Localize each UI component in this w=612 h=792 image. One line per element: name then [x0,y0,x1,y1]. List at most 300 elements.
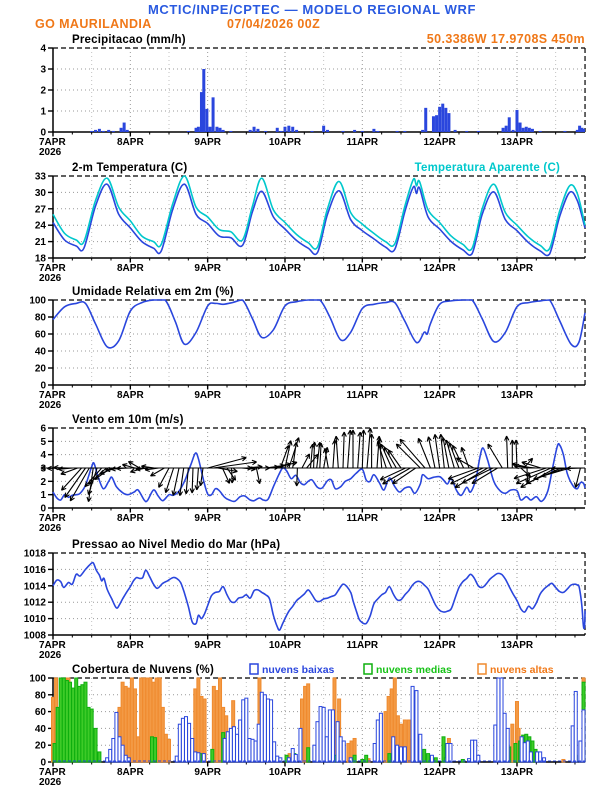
humidity-y-tick-label: 100 [29,295,46,307]
cloud-bar [98,752,101,762]
cloud-bar [200,696,203,762]
cloud-bar [236,734,239,762]
cloud-bar [78,686,81,762]
cloud-bar [379,713,382,762]
run-datetime-label: 07/04/2026 00Z [227,17,321,31]
humidity-line-0 [53,300,585,348]
precip-bar [465,131,468,132]
clouds-x-tick-label: 8APR [116,767,144,778]
wind-arrow [505,436,509,468]
humidity-panel [29,296,585,412]
cloud-bar [316,722,319,762]
cloud-bar [130,678,133,762]
precip-bar [372,129,375,132]
cloud-bar [511,724,514,762]
wind-arrow [116,466,130,470]
cloud-bar [194,752,197,762]
precip-bar [539,131,542,132]
precip-y-tick-label: 2 [40,85,46,97]
cloud-bar [423,749,426,762]
cloud-bar [203,699,206,762]
wind-arrows [41,428,585,502]
humidity-y-axis [29,296,53,392]
cloud-bar [248,738,251,762]
cloud-bar [384,712,387,762]
humidity-x-tick-label: 13APR [500,390,534,401]
wind-arrow [369,434,373,468]
cloud-bar [319,707,322,762]
cloud-bar [574,691,577,762]
cloud-bar [313,745,316,762]
precip-y-tick-label: 3 [40,64,46,76]
pressure-grid [53,553,585,635]
cloud-bar [81,685,84,762]
wind-x-tick-label: 11APR [346,513,379,524]
cloud-bar [539,752,542,762]
cloud-bar [140,678,143,762]
precip-bar [256,129,259,132]
precip-bar [396,131,399,132]
precip-bar [421,130,424,132]
clouds-panel [29,674,585,789]
precip-bar [444,108,447,132]
precip-bar [508,117,511,132]
precip-x-tick-label: 12APR [423,137,456,148]
cloud-bar [339,737,342,762]
precip-x-tick-label: 9APR [194,137,222,148]
cloud-bar [150,737,153,762]
humidity-x-tick-label: 12APR [423,390,456,401]
humidity-frame [53,300,585,385]
wind-x-tick-label: 13APR [500,513,534,524]
temp-x-tick-label: 9APR [194,263,222,274]
wind-arrow [351,430,355,468]
pressure-panel-title: Pressao ao Nivel Medio do Mar (hPa) [72,539,281,551]
precip-bar [187,131,190,132]
cloud-bar [109,749,112,762]
precip-bar [502,128,505,132]
temp-x-tick-label: 12APR [423,263,456,274]
precip-x-tick-label: 7APR [39,137,66,148]
legend-label-altas: nuvens altas [490,664,554,676]
cloud-bar [112,738,115,762]
precip-bar [208,127,211,132]
temp-x-tick-label: 13APR [500,263,534,274]
precip-bar [311,131,314,132]
precip-x-tick-label: 8APR [116,137,144,148]
cloud-bar [520,737,523,762]
clouds-x-tick-label: 9APR [194,767,222,778]
cloud-bar [526,741,529,762]
cloud-bar [299,728,302,762]
clouds-legend [250,664,554,676]
clouds-x-tick-label: 12APR [423,767,456,778]
cloud-bar [392,737,395,762]
precip-bar [229,131,232,132]
precip-bar [98,129,101,132]
temp-line-1 [53,176,585,251]
cloud-bar [579,741,582,762]
cloud-bar [387,696,390,762]
pressure-x-tick-label: 8APR [116,640,144,651]
temp-x-tick-label: 8APR [116,263,144,274]
clouds-y-tick-label: 80 [34,690,46,702]
wind-x-tick-label: 8APR [116,513,144,524]
cloud-bar [65,681,68,762]
temp-year-label: 2026 [39,273,62,284]
pressure-y-tick-label: 1012 [23,597,46,609]
cloud-bar [161,707,164,762]
precip-bars [90,69,585,132]
precip-year-label: 2026 [39,147,62,158]
cloud-bar [396,745,399,762]
wind-arrow [400,439,425,468]
precip-bar [253,127,256,132]
cloud-bar [471,740,474,762]
precip-x-tick-label: 10APR [268,137,302,148]
legend-swatch-medias-icon [364,664,372,674]
precip-bar [519,123,522,132]
cloud-bar [494,725,497,762]
temp-aparente-title: Temperatura Aparente (C) [414,162,560,174]
wind-arrow [358,432,362,468]
cloud-bar [194,689,197,762]
cloud-bar [266,699,269,762]
clouds-x-tick-label: 10APR [268,767,302,778]
precip-bar [202,69,205,132]
precip-bar [531,129,534,132]
precip-bar [515,110,518,132]
cloud-bar [419,734,422,762]
precip-bar [432,116,435,132]
pressure-x-tick-label: 12APR [423,640,456,651]
temp-panel-title: 2-m Temperatura (C) [72,162,188,174]
clouds-y-tick-label: 0 [40,757,46,769]
precip-bar [249,130,252,132]
precip-bar [403,131,406,132]
pressure-frame [53,553,585,635]
wind-arrow [542,468,571,477]
precip-x-axis [39,132,575,158]
wind-x-tick-label: 12APR [423,513,456,524]
clouds-y-tick-label: 40 [34,723,46,735]
cloud-bar [373,744,376,762]
precip-bar [438,107,441,132]
wind-x-tick-label: 10APR [268,513,302,524]
cloud-bar [84,682,87,762]
cloud-bar [376,720,379,762]
legend-label-baixas: nuvens baixas [262,664,335,676]
wind-arrow [418,438,430,468]
cloud-bar [342,741,345,762]
clouds-y-axis [29,674,53,769]
cloud-bar [307,748,310,762]
pressure-x-tick-label: 9APR [194,640,222,651]
wind-arrow [348,430,353,468]
wind-y-tick-label: 2 [40,476,46,488]
temp-y-tick-label: 24 [34,220,46,232]
cloud-bar [407,720,410,762]
wind-y-tick-label: 0 [40,503,46,515]
precip-bar [322,126,325,132]
cloud-bar [158,678,161,762]
precip-bar [522,128,525,132]
humidity-y-tick-label: 0 [40,380,46,392]
precip-x-tick-label: 11APR [346,137,379,148]
cloud-bar [474,740,477,762]
temp-x-tick-label: 7APR [39,263,66,274]
precip-bar [326,130,329,132]
cloud-bar [232,727,235,762]
cloud-bar [127,688,130,762]
wind-arrow [295,468,299,486]
precip-y-tick-label: 4 [40,43,46,55]
cloud-bar [59,678,62,762]
wind-y-tick-label: 3 [40,463,46,475]
precip-bar [435,115,438,132]
pressure-panel [24,549,585,662]
precip-bar [441,104,444,132]
humidity-x-tick-label: 8APR [116,390,144,401]
cloud-bar [245,698,248,762]
legend-swatch-baixas-icon [250,664,258,674]
wind-year-label: 2026 [39,523,62,534]
cloud-bar [56,707,59,762]
precip-bar [219,128,222,132]
pressure-y-axis [24,549,53,642]
wind-arrow [319,443,323,468]
temp-y-tick-label: 27 [34,204,46,216]
cloud-bar [446,744,449,762]
cloud-bar [178,724,181,762]
pressure-y-tick-label: 1008 [23,630,46,642]
wind-arrow [190,468,194,493]
temp-y-tick-label: 33 [34,171,46,183]
temp-panel [35,172,585,285]
temp-x-tick-label: 11APR [346,263,379,274]
precip-bar [424,108,427,132]
precip-bar [102,131,105,132]
precip-bar [525,127,528,132]
humidity-y-tick-label: 40 [34,346,46,358]
cloud-bar [523,743,526,762]
cloud-bar [331,710,334,762]
humidity-x-tick-label: 10APR [268,390,302,401]
pressure-y-tick-label: 1010 [23,614,46,626]
cloud-bar [514,744,517,762]
wind-arrow [342,432,346,468]
wind-panel [39,424,585,535]
precip-x-tick-label: 13APR [500,137,534,148]
temp-y-tick-label: 30 [34,187,46,199]
precip-bar [222,130,225,132]
precip-y-axis [40,44,53,139]
humidity-x-tick-label: 11APR [346,390,379,401]
legend-swatch-altas-icon [478,664,486,674]
precip-y-tick-label: 1 [40,106,46,118]
pressure-x-tick-label: 10APR [268,640,302,651]
precip-bar [112,131,115,132]
pressure-y-tick-label: 1018 [23,548,46,560]
cloud-bar [137,737,140,762]
cloud-bar [223,738,226,762]
cloud-bar [273,742,276,762]
cloud-bar [582,710,585,762]
cloud-bar [415,691,418,762]
cloud-bar [94,728,97,762]
humidity-y-tick-label: 20 [34,363,46,375]
cloud-bar [229,728,232,762]
wind-arrow [332,440,336,468]
precip-bar [215,127,218,132]
cloud-bar [167,739,170,762]
cloud-bar [215,691,218,762]
cloud-bar [500,678,503,762]
cloud-bar [146,678,149,762]
wind-y-tick-label: 5 [40,436,46,448]
cloud-bar [226,732,229,762]
temp-x-tick-label: 10APR [268,263,302,274]
precip-bar [287,126,290,132]
wind-arrow [396,444,420,468]
cloud-bar [336,722,339,762]
precip-bar [212,97,215,132]
clouds-year-label: 2026 [39,777,62,788]
cloud-bar [328,710,331,762]
pressure-x-tick-label: 7APR [39,640,66,651]
precip-bar [94,130,97,132]
wind-y-tick-label: 1 [40,490,46,502]
cloud-bar [239,720,242,762]
cloud-bar [211,749,214,762]
cloud-bar [197,678,200,762]
precip-bar [90,131,93,132]
wind-arrow [195,468,199,490]
cloud-bar [69,682,72,762]
humidity-year-label: 2026 [39,400,62,411]
cloud-bar [87,707,90,762]
precip-bar [291,127,294,132]
pressure-x-axis [39,635,575,661]
cloud-bar [251,739,254,762]
cloud-bar [263,695,266,762]
precip-bar [205,109,208,132]
humidity-y-tick-label: 60 [34,329,46,341]
precip-bar [563,131,566,132]
cloud-bar [185,717,188,762]
wind-panel-title: Vento em 10m (m/s) [72,414,184,426]
precip-grid [53,48,585,132]
cloud-bar [188,723,191,762]
cloud-bar [529,752,532,762]
clouds-y-tick-label: 20 [34,740,46,752]
cloud-bar [118,737,121,762]
precip-bar [376,131,379,132]
wind-x-tick-label: 7APR [39,513,66,524]
precip-bar [280,131,283,132]
pressure-x-tick-label: 13APR [500,640,534,651]
precip-panel-title: Precipitacao (mm/h) [72,34,186,46]
precip-bar [283,127,286,132]
clouds-x-tick-label: 7APR [39,767,66,778]
humidity-x-tick-label: 7APR [39,390,66,401]
precip-bar [447,113,450,132]
precip-panel [39,44,585,159]
clouds-x-tick-label: 11APR [346,767,379,778]
precip-bar [454,130,457,132]
temp-x-axis [39,258,575,284]
humidity-x-tick-label: 9APR [194,390,222,401]
cloud-bar [121,745,124,762]
cloud-bar [503,713,506,762]
precip-bar [126,130,129,132]
humidity-y-tick-label: 80 [34,312,46,324]
precip-bar [512,130,515,132]
precip-bar [341,131,344,132]
precip-bar [477,131,480,132]
cloud-bar [257,724,260,762]
precip-bar [505,126,508,132]
cloud-bar [536,752,539,762]
clouds-y-tick-label: 60 [34,707,46,719]
clouds-x-axis [39,762,575,788]
pressure-line-0 [53,563,585,631]
cloud-bar [403,747,406,762]
humidity-x-axis [39,385,575,411]
cloud-bar [72,688,75,762]
pressure-x-tick-label: 11APR [346,640,379,651]
precip-bar [361,131,364,132]
cloud-bar [497,678,500,762]
precip-bar [353,130,356,132]
cloud-bar [270,700,273,762]
cloud-bar [260,692,263,762]
cloud-bar [115,712,118,762]
precip-bar [528,128,531,132]
precip-bar [276,128,279,132]
cloud-bar [75,678,78,762]
wind-arrow [566,466,584,470]
cloud-bar [325,737,328,762]
cloud-bar [304,686,307,762]
cloud-bar [219,678,222,762]
precip-y-tick-label: 0 [40,127,46,139]
cloud-bar [143,678,146,762]
cloud-bar [53,744,56,762]
precip-bar [582,129,585,132]
wind-y-tick-label: 4 [40,450,46,462]
cloud-bar [506,728,509,762]
cloud-bar [254,741,257,762]
precip-bar [295,130,298,132]
cloud-bar [133,689,136,762]
pressure-y-tick-label: 1016 [23,564,46,576]
precip-bar [120,128,123,132]
wind-x-axis [39,508,575,534]
clouds-y-tick-label: 100 [29,673,46,685]
page-title: MCTIC/INPE/CPTEC — MODELO REGIONAL WRF [147,2,477,17]
cloud-bar [411,686,414,762]
pressure-y-tick-label: 1014 [23,581,46,593]
cloud-bar [571,726,574,762]
pressure-year-label: 2026 [39,650,62,661]
cloud-bar [191,738,194,762]
temp-y-tick-label: 18 [34,253,46,265]
cloud-bar [62,678,65,762]
precip-bar [107,130,110,132]
temp-y-tick-label: 21 [34,237,46,249]
cloud-bar [322,707,325,762]
